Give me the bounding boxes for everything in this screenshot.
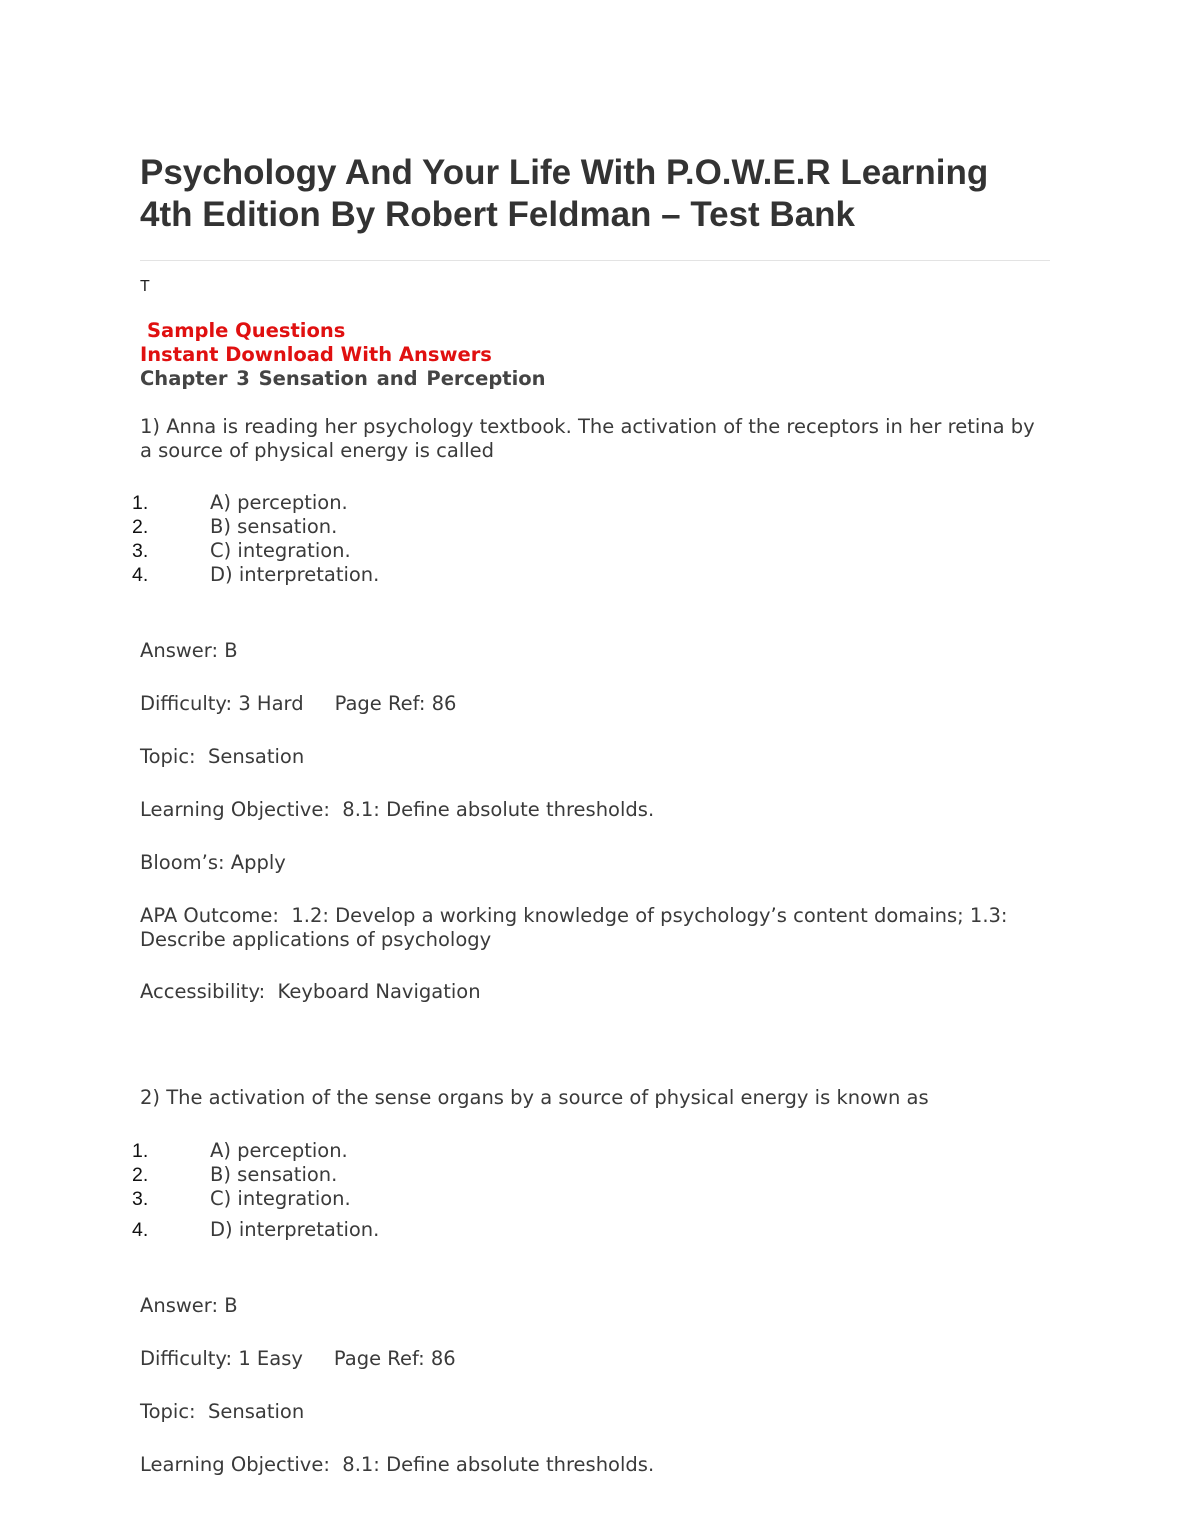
question-1-answer: Answer: B — [140, 639, 238, 662]
option-text: D) interpretation. — [210, 1218, 380, 1241]
question-1-difficulty: Difficulty: 3 Hard Page Ref: 86 — [140, 692, 457, 715]
option-row — [132, 491, 379, 515]
option-text: B) sensation. — [210, 1163, 338, 1186]
title-line-2: 4th Edition By Robert Feldman – Test Bank — [140, 195, 856, 234]
option-text: A) perception. — [210, 1139, 348, 1162]
option-number: 4. — [132, 564, 149, 586]
section-heading — [140, 319, 546, 391]
option-row — [132, 1139, 379, 1163]
question-2-text: 2) The activation of the sense organs by a source of physical energy is known as — [140, 1086, 929, 1109]
question-1-accessibility: Accessibility: Keyboard Navigation — [140, 980, 481, 1003]
option-text: C) integration. — [210, 539, 351, 562]
question-2-topic: Topic: Sensation — [140, 1400, 305, 1423]
option-row — [132, 1218, 379, 1242]
title-line-1: Psychology And Your Life With P.O.W.E.R Learning — [140, 153, 989, 192]
sample-questions-heading: Sample Questions — [147, 319, 346, 342]
title-divider — [140, 260, 1050, 261]
option-number: 3. — [132, 1188, 149, 1210]
question-2-difficulty: Difficulty: 1 Easy Page Ref: 86 — [140, 1347, 456, 1370]
question-2-answer: Answer: B — [140, 1294, 238, 1317]
option-row — [132, 515, 379, 539]
stray-letter: T — [140, 278, 150, 295]
question-1-options — [132, 491, 379, 587]
option-number: 2. — [132, 516, 149, 538]
question-1-apa-outcome: APA Outcome: 1.2: Develop a working knowledge of psychology’s content domains; 1.3: Describe applications of psychology — [140, 904, 1014, 951]
option-number: 1. — [132, 1140, 149, 1162]
option-row — [132, 1187, 379, 1211]
option-text: B) sensation. — [210, 515, 338, 538]
option-text: C) integration. — [210, 1187, 351, 1210]
option-row — [132, 563, 379, 587]
question-1-blooms: Bloom’s: Apply — [140, 851, 286, 874]
question-1-objective: Learning Objective: 8.1: Define absolute thresholds. — [140, 798, 655, 821]
document-title — [140, 150, 1050, 236]
option-row — [132, 539, 379, 563]
option-row — [132, 1163, 379, 1187]
question-1-text: 1) Anna is reading her psychology textbook. The activation of the receptors in her retina by a source of physical energy is called — [140, 415, 1035, 462]
question-2-objective: Learning Objective: 8.1: Define absolute thresholds. — [140, 1453, 655, 1476]
question-2-options — [132, 1139, 379, 1242]
option-number: 3. — [132, 540, 149, 562]
document-page — [132, 150, 1050, 1476]
option-text: D) interpretation. — [210, 563, 380, 586]
option-text: A) perception. — [210, 491, 348, 514]
option-number: 2. — [132, 1164, 149, 1186]
option-number: 4. — [132, 1219, 149, 1241]
chapter-heading: Chapter 3 Sensation and Perception — [140, 367, 546, 390]
question-1-topic: Topic: Sensation — [140, 745, 305, 768]
instant-download-heading: Instant Download With Answers — [140, 343, 492, 366]
option-number: 1. — [132, 492, 149, 514]
